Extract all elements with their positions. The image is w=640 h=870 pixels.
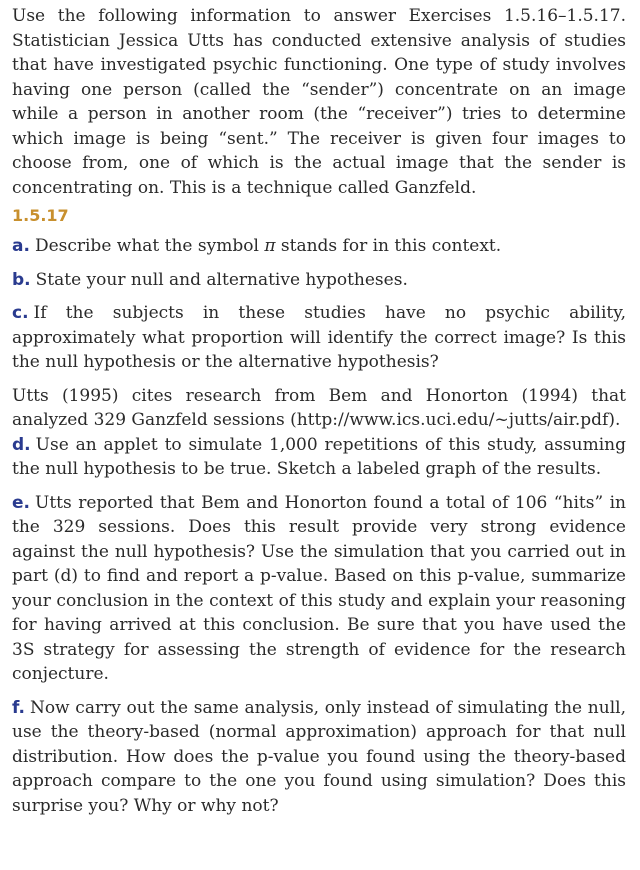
study-context: Utts (1995) cites research from Bem and Honorton (1994) that analyzed 329 Ganzfeld sessions (http://www.ics.uci.edu/~jutts/air.pdf). [12,385,626,430]
part-e-label: e. [12,492,30,513]
part-a-text-after: stands for in this context. [275,236,502,256]
part-a-label: a. [12,236,30,256]
part-d-text: Use an applet to simulate 1,000 repetitions of this study, assuming the null hypothesis to be true. Sketch a labeled graph of the results. [12,434,626,479]
part-c-label: c. [12,303,29,323]
part-f [12,696,626,819]
part-c-text: If the subjects in these studies have no psychic ability, approximately what proportion will identify the correct image? Is this the null hypothesis or the alternative hypothesis? [12,303,626,372]
pi-symbol: π [264,236,276,256]
part-a-text-before: Describe what the symbol [34,236,265,256]
part-e-text: Utts reported that Bem and Honorton found a total of 106 “hits” in the 329 sessions. Does this result provide very strong evidence against the null hypothesis? Use the simulation that you carried out in part (d) to find and report a p-value. Based on this p-value, summarize your conclusion in the context of this study and explain your reasoning for having arrived at this conclusion. Be sure that you have used the 3S strategy for assessing the strength of evidence for the research conjecture. [12,492,626,684]
intro-paragraph: Use the following information to answer Exercises 1.5.16–1.5.17. Statistician Jessica Utts has conducted extensive analysis of studies that have investigated psychic functioning. One type of study involves having one person (called the “sender”) concentrate on an image while a person in another room (the “receiver”) tries to determine which image is being “sent.” The receiver is given four images to choose from, one of which is the actual image that the sender is concentrating on. This is a technique called Ganzfeld. [12,6,626,198]
part-e [12,491,626,687]
part-c [12,301,626,375]
part-b-label: b. [12,269,31,290]
part-b [12,268,626,293]
part-f-label: f. [12,697,25,718]
part-f-text: Now carry out the same analysis, only instead of simulating the null, use the theory-based (normal approximation) approach for that null distribution. How does the p-value you found using the theory-based approach compare to the one you found using simulation? Does this surprise you? Why or why not? [12,697,626,816]
part-d [12,433,626,482]
part-a [12,234,626,259]
part-b-text: State your null and alternative hypotheses. [35,269,408,290]
exercise-number: 1.5.17 [12,206,69,225]
part-d-label: d. [12,434,31,455]
